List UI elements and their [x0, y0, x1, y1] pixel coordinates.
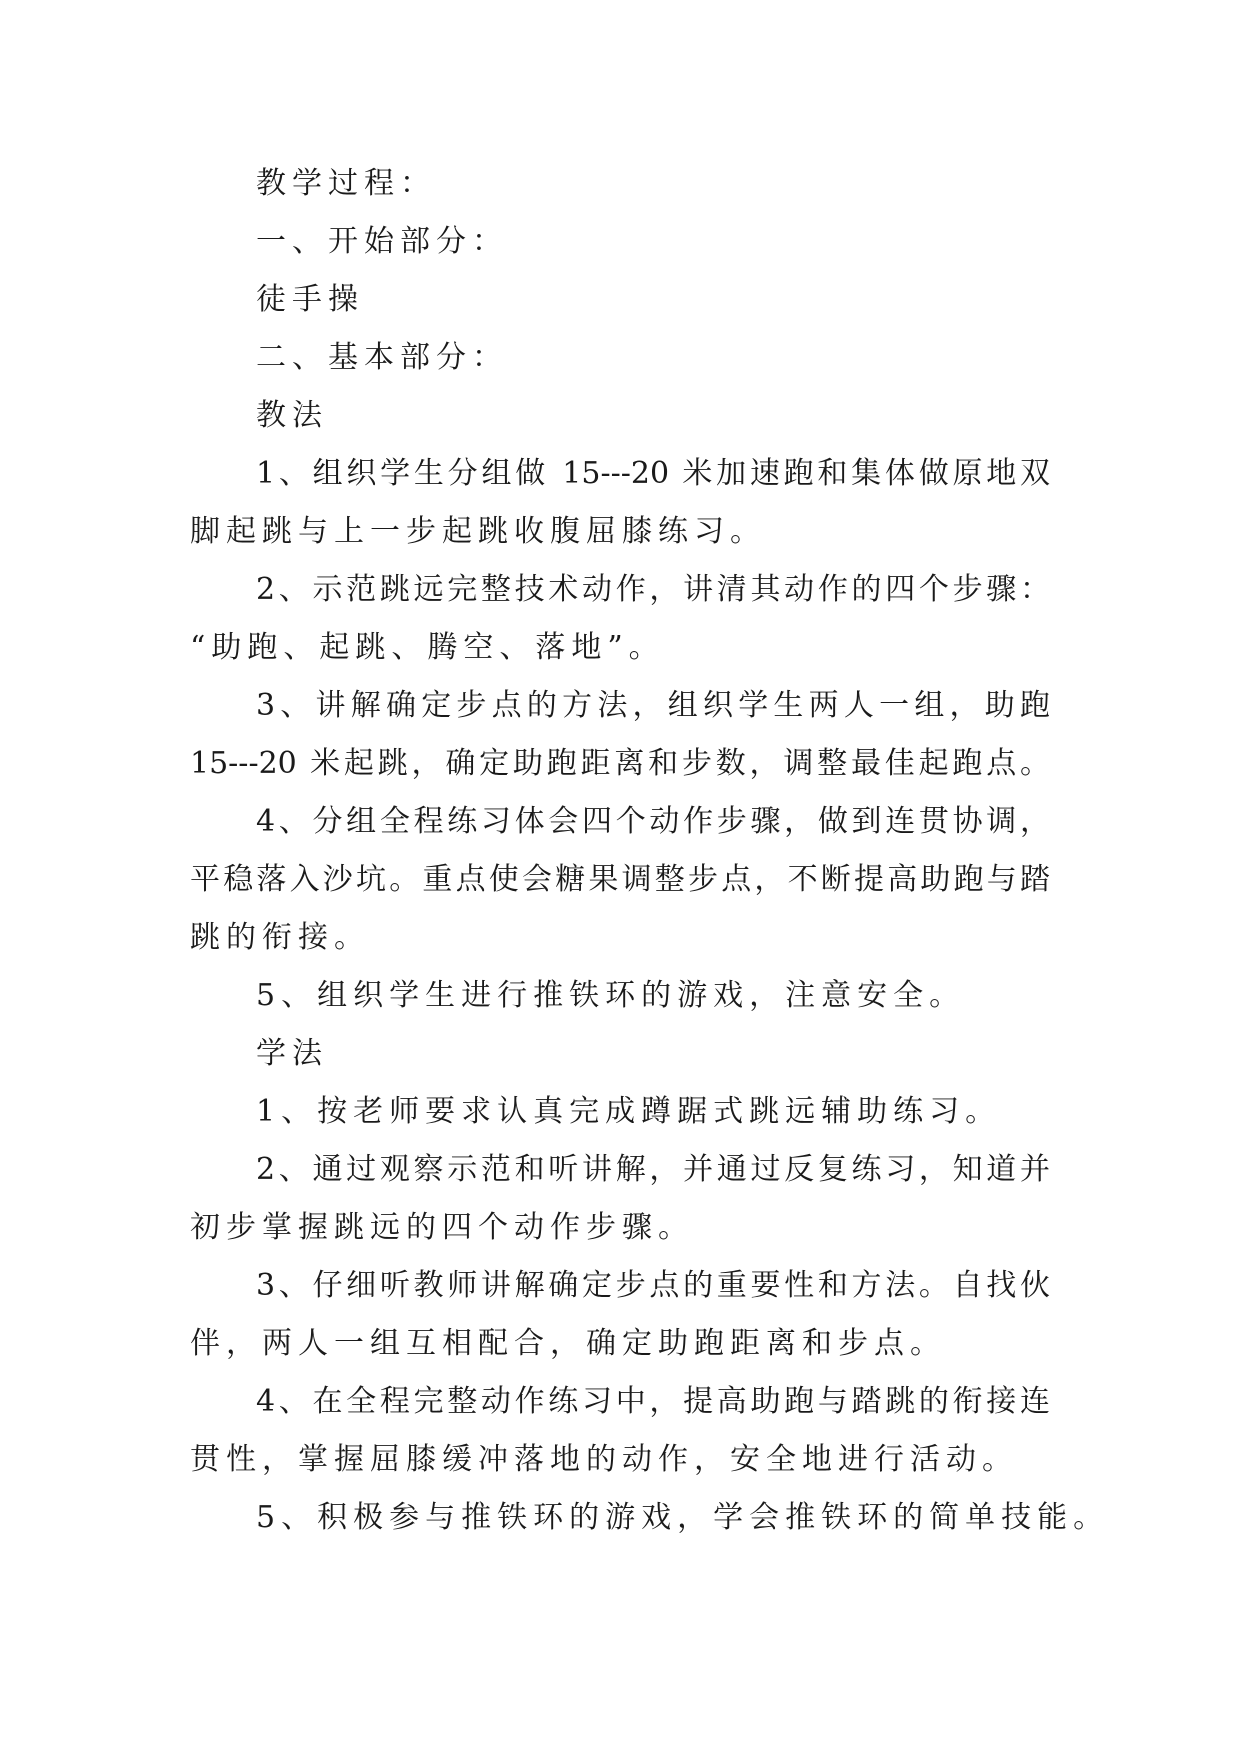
paragraph-line: 4、在全程完整动作练习中，提高助跑与踏跳的衔接连 [256, 1384, 1050, 1419]
paragraph-line: 5、组织学生进行推铁环的游戏，注意安全。 [256, 978, 966, 1013]
paragraph-line: 3、仔细听教师讲解确定步点的重要性和方法。自找伙 [256, 1268, 1050, 1303]
paragraph-line: 跳的衔接。 [190, 920, 370, 955]
section-heading-opening: 一、开始部分： [256, 224, 508, 259]
paragraph-line: 伴，两人一组互相配合，确定助跑距离和步点。 [190, 1326, 946, 1361]
section-heading-teaching-process: 教学过程： [256, 166, 436, 201]
paragraph-line: 15---20 米起跳，确定助跑距离和步数，调整最佳起跑点。 [190, 746, 1050, 781]
paragraph-line: 1、按老师要求认真完成蹲踞式跳远辅助练习。 [256, 1094, 1002, 1129]
paragraph-line: 平稳落入沙坑。重点使会糖果调整步点，不断提高助跑与踏 [190, 862, 1050, 897]
paragraph-line: 2、通过观察示范和听讲解，并通过反复练习，知道并 [256, 1152, 1050, 1187]
paragraph-line: “助跑、起跳、腾空、落地”。 [190, 630, 665, 665]
subheading-teaching-method: 教法 [256, 398, 328, 433]
paragraph-line: 徒手操 [256, 282, 364, 317]
paragraph-line: 初步掌握跳远的四个动作步骤。 [190, 1210, 694, 1245]
document-page [190, 155, 1110, 1547]
subheading-learning-method: 学法 [256, 1036, 328, 1071]
paragraph-line: 4、分组全程练习体会四个动作步骤，做到连贯协调， [256, 804, 1050, 839]
paragraph-line: 贯性，掌握屈膝缓冲落地的动作，安全地进行活动。 [190, 1442, 1018, 1477]
paragraph-line: 3、讲解确定步点的方法，组织学生两人一组，助跑 [256, 688, 1050, 723]
section-heading-basic: 二、基本部分： [256, 340, 508, 375]
paragraph-line: 5、积极参与推铁环的游戏，学会推铁环的简单技能。 [256, 1500, 1110, 1535]
paragraph-line: 脚起跳与上一步起跳收腹屈膝练习。 [190, 514, 766, 549]
paragraph-line: 1、组织学生分组做 15---20 米加速跑和集体做原地双 [256, 456, 1050, 491]
paragraph-line: 2、示范跳远完整技术动作，讲清其动作的四个步骤： [256, 572, 1050, 607]
